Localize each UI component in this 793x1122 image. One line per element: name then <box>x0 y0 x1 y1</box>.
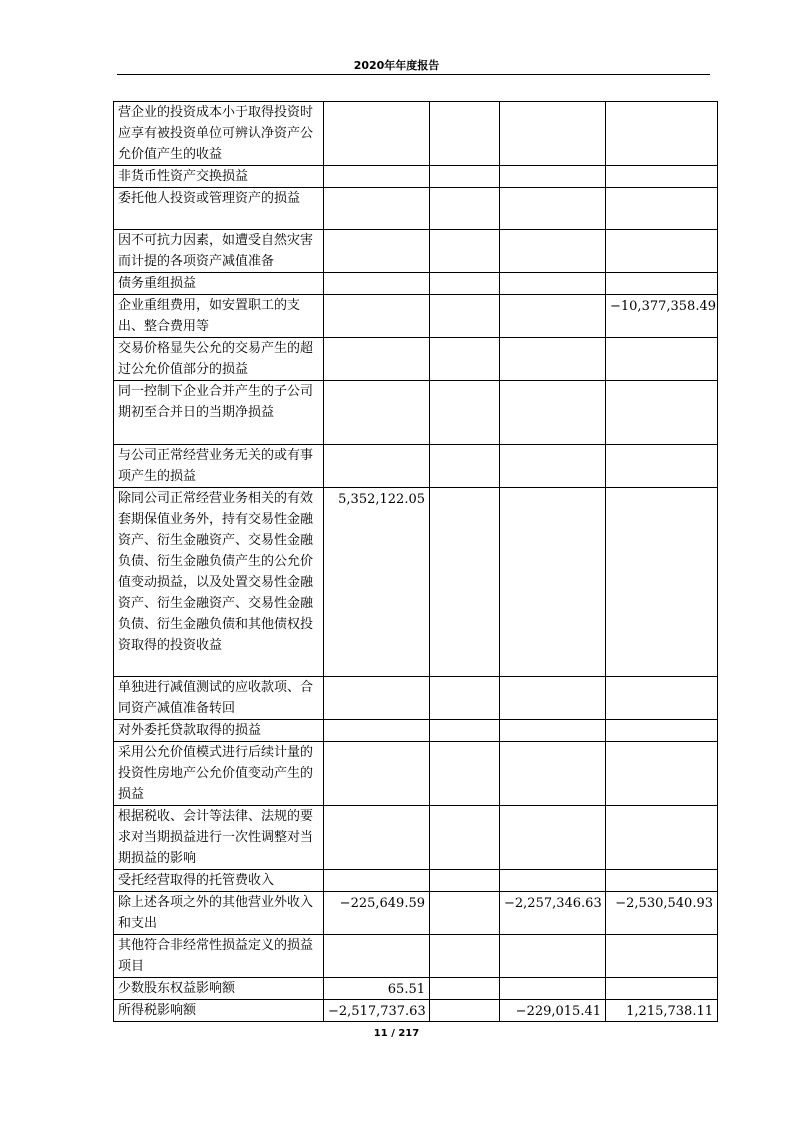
item-label: 营企业的投资成本小于取得投资时应享有被投资单位可辨认净资产公允价值产生的收益 <box>114 102 324 166</box>
table-row <box>114 445 718 488</box>
table-row <box>114 338 718 381</box>
item-label: 同一控制下企业合并产生的子公司期初至合并日的当期净损益 <box>114 381 324 445</box>
value-cell: 65.51 <box>324 978 430 1000</box>
value-cell <box>606 720 718 742</box>
item-label: 对外委托贷款取得的损益 <box>114 720 324 742</box>
item-label: 少数股东权益影响额 <box>114 978 324 1000</box>
value-cell <box>500 806 606 870</box>
value-cell <box>430 295 500 338</box>
value-cell <box>500 381 606 445</box>
table-row <box>114 742 718 806</box>
value-cell <box>430 978 500 1000</box>
value-cell <box>500 935 606 978</box>
value-cell <box>324 102 430 166</box>
value-cell <box>324 338 430 381</box>
value-cell <box>430 806 500 870</box>
table-row <box>114 806 718 870</box>
page-number: 11 / 217 <box>373 1028 420 1039</box>
value-cell <box>606 338 718 381</box>
value-cell: −2,530,540.93 <box>606 892 718 935</box>
value-cell <box>606 230 718 273</box>
value-cell <box>500 720 606 742</box>
table-row <box>114 166 718 188</box>
value-cell <box>324 677 430 720</box>
value-cell: 1,215,738.11 <box>606 1000 718 1022</box>
value-cell <box>430 677 500 720</box>
value-cell <box>430 892 500 935</box>
value-cell <box>606 102 718 166</box>
value-cell <box>606 677 718 720</box>
value-cell <box>430 273 500 295</box>
value-cell: 5,352,122.05 <box>324 488 430 677</box>
value-cell <box>324 295 430 338</box>
item-label: 非货币性资产交换损益 <box>114 166 324 188</box>
value-cell <box>500 295 606 338</box>
table-row <box>114 978 718 1000</box>
value-cell <box>606 381 718 445</box>
item-label: 因不可抗力因素，如遭受自然灾害而计提的各项资产减值准备 <box>114 230 324 273</box>
value-cell <box>324 935 430 978</box>
table-row <box>114 488 718 677</box>
item-label: 所得税影响额 <box>114 1000 324 1022</box>
value-cell <box>606 870 718 892</box>
table-row <box>114 1000 718 1022</box>
value-cell <box>324 806 430 870</box>
item-label: 委托他人投资或管理资产的损益 <box>114 188 324 230</box>
value-cell <box>500 445 606 488</box>
value-cell <box>430 338 500 381</box>
item-label: 交易价格显失公允的交易产生的超过公允价值部分的损益 <box>114 338 324 381</box>
table-row <box>114 892 718 935</box>
table-row <box>114 720 718 742</box>
item-label: 单独进行减值测试的应收款项、合同资产减值准备转回 <box>114 677 324 720</box>
item-label: 采用公允价值模式进行后续计量的投资性房地产公允价值变动产生的损益 <box>114 742 324 806</box>
value-cell <box>430 935 500 978</box>
value-cell <box>430 870 500 892</box>
value-cell <box>606 978 718 1000</box>
item-label: 受托经营取得的托管费收入 <box>114 870 324 892</box>
item-label: 除上述各项之外的其他营业外收入和支出 <box>114 892 324 935</box>
value-cell <box>324 230 430 273</box>
report-header-title: 2020年年度报告 <box>353 59 440 72</box>
value-cell <box>430 488 500 677</box>
value-cell <box>430 230 500 273</box>
value-cell <box>606 166 718 188</box>
value-cell: −10,377,358.49 <box>606 295 718 338</box>
value-cell <box>324 166 430 188</box>
non-recurring-gains-table <box>113 101 718 1022</box>
table-row <box>114 102 718 166</box>
table-row <box>114 230 718 273</box>
value-cell <box>606 742 718 806</box>
value-cell <box>430 720 500 742</box>
value-cell <box>500 338 606 381</box>
value-cell <box>606 188 718 230</box>
value-cell <box>500 488 606 677</box>
table-row <box>114 935 718 978</box>
value-cell: −229,015.41 <box>500 1000 606 1022</box>
value-cell <box>430 102 500 166</box>
value-cell: −2,257,346.63 <box>500 892 606 935</box>
value-cell <box>430 445 500 488</box>
value-cell <box>324 870 430 892</box>
header-divider <box>117 74 710 75</box>
value-cell <box>430 742 500 806</box>
value-cell <box>430 166 500 188</box>
value-cell <box>324 273 430 295</box>
value-cell <box>606 935 718 978</box>
value-cell <box>500 978 606 1000</box>
value-cell <box>606 488 718 677</box>
value-cell <box>606 273 718 295</box>
value-cell <box>324 381 430 445</box>
value-cell <box>500 870 606 892</box>
table-row <box>114 188 718 230</box>
value-cell <box>324 720 430 742</box>
table-row <box>114 381 718 445</box>
value-cell <box>324 445 430 488</box>
value-cell <box>500 677 606 720</box>
value-cell <box>430 188 500 230</box>
value-cell <box>324 188 430 230</box>
value-cell <box>500 188 606 230</box>
item-label: 企业重组费用，如安置职工的支出、整合费用等 <box>114 295 324 338</box>
value-cell <box>430 1000 500 1022</box>
value-cell <box>500 742 606 806</box>
value-cell <box>500 102 606 166</box>
value-cell <box>430 381 500 445</box>
item-label: 除同公司正常经营业务相关的有效套期保值业务外，持有交易性金融资产、衍生金融资产、交易性金融负债、衍生金融负债产生的公允价值变动损益，以及处置交易性金融资产、衍生金融资产、交易性金融负债、衍生金融负债和其他债权投资取得的投资收益 <box>114 488 324 677</box>
value-cell: −225,649.59 <box>324 892 430 935</box>
value-cell <box>500 230 606 273</box>
item-label: 与公司正常经营业务无关的或有事项产生的损益 <box>114 445 324 488</box>
value-cell <box>500 166 606 188</box>
item-label: 根据税收、会计等法律、法规的要求对当期损益进行一次性调整对当期损益的影响 <box>114 806 324 870</box>
item-label: 债务重组损益 <box>114 273 324 295</box>
table-row <box>114 273 718 295</box>
table-row <box>114 295 718 338</box>
table-row <box>114 870 718 892</box>
value-cell: −2,517,737.63 <box>324 1000 430 1022</box>
table-row <box>114 677 718 720</box>
item-label: 其他符合非经常性损益定义的损益项目 <box>114 935 324 978</box>
value-cell <box>606 445 718 488</box>
value-cell <box>500 273 606 295</box>
value-cell <box>324 742 430 806</box>
value-cell <box>606 806 718 870</box>
